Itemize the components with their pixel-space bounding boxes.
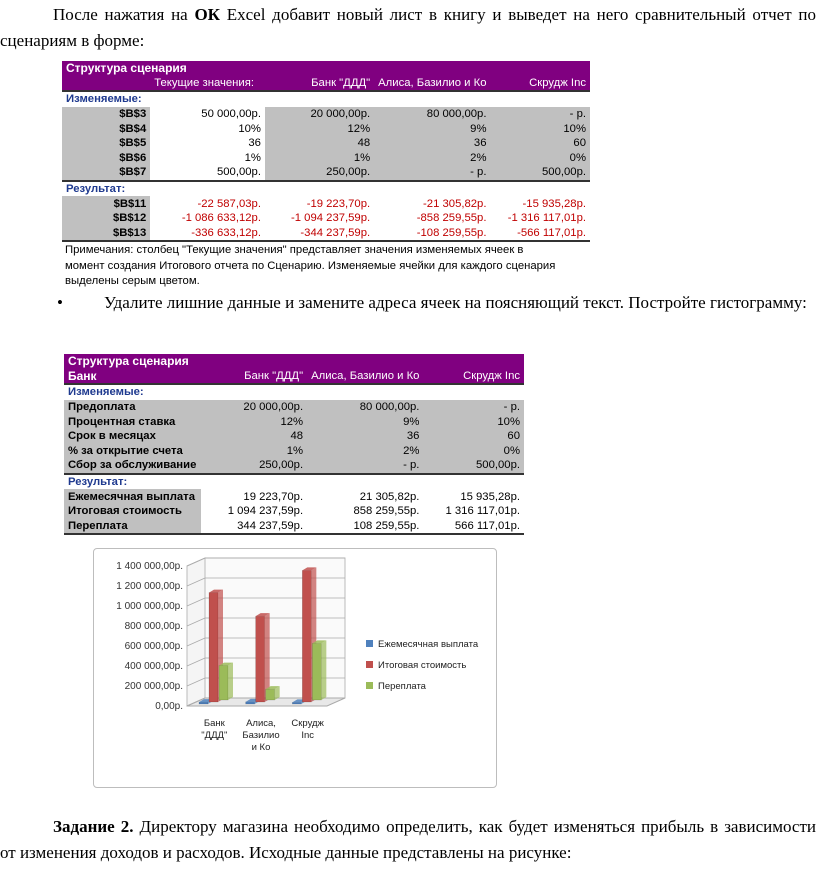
intro-text-after: Excel добавит новый лист в книгу и выведет на него сравнительный отчет по сценариям в форме: [0,5,816,50]
section-label: Результат: [62,181,590,197]
cell-value: 10% [423,414,524,429]
x-tick-label: Базилио [242,730,280,741]
row-label: Ежемесячная выплата [64,489,201,504]
cell-value: 50 000,00р. [150,107,265,122]
cell-value: 9% [374,121,490,136]
table-row [64,429,524,444]
cell-value: - р. [374,165,490,181]
cell-value: 10% [150,121,265,136]
row-label: Сбор за обслуживание [64,458,201,474]
bar [209,593,218,702]
section-row-result [64,474,524,490]
cell-value: 60 [423,429,524,444]
cell-value: 1 094 237,59р. [201,504,307,519]
x-tick-label: и Ко [251,742,271,753]
table-note: Примечания: столбец "Текущие значения" представляет значения изменяемых ячеек в момент создания Итогового отчета по Сценарию. Изменяемые ячейки для каждого сценария выделены серым цветом. [65,244,556,287]
bar [256,616,265,702]
row-label: Итоговая стоимость [64,504,201,519]
bar [199,702,208,704]
cell-value: 48 [265,136,374,151]
legend-swatch [366,640,373,647]
row-label: $B$6 [62,151,150,166]
legend-label: Переплата [378,681,426,692]
table-row [62,136,590,151]
x-tick-label: "ДДД" [201,730,228,741]
row-label: $B$11 [62,196,150,211]
row-label: % за открытие счета [64,444,201,459]
cell-value: -21 305,82р. [374,196,490,211]
legend-label: Итоговая стоимость [378,660,467,671]
chart-side-wall [187,558,205,706]
row-label: Предоплата [64,400,201,415]
x-tick-label: Банк [203,718,225,729]
cell-value: 1% [265,151,374,166]
table-row [64,414,524,429]
cell-value: -108 259,55р. [374,226,490,242]
cell-value: 1% [150,151,265,166]
table-title: Структура сценария [62,61,590,76]
bar [302,570,311,702]
y-tick-label: 400 000,00р. [124,661,183,672]
header-cell: Алиса, Базилио и Ко [307,369,423,385]
header-cell: Текущие значения: [150,76,265,92]
task2-label: Задание 2. [53,817,134,836]
header-cell: Банк "ДДД" [201,369,307,385]
cell-value: 500,00р. [150,165,265,181]
table-row [62,107,590,122]
cell-value: - р. [423,400,524,415]
task2-paragraph [0,814,816,866]
x-tick-label: Inc [301,730,315,741]
row-label: Срок в месяцах [64,429,201,444]
table-title-row [62,61,590,76]
bar [266,689,275,700]
table-row [64,519,524,535]
cell-value: 2% [307,444,423,459]
task2-text: Директору магазина необходимо определить, как будет изменяться прибыль в зависимости от изменения доходов и расходов. Исходные данные представлены на рисунке: [0,817,816,862]
cell-value: 10% [490,121,590,136]
cell-value: 48 [201,429,307,444]
scenario-report-table [62,61,590,242]
bar [219,666,228,700]
table-row [62,151,590,166]
table-row [64,400,524,415]
section-filler [201,474,524,490]
cell-value: 0% [490,151,590,166]
y-tick-label: 1 000 000,00р. [116,601,183,612]
table-title: Структура сценария [64,354,524,369]
legend-label: Ежемесячная выплата [378,639,479,650]
row-label: $B$7 [62,165,150,181]
header-cell: Алиса, Базилио и Ко [374,76,490,92]
y-tick-label: 200 000,00р. [124,681,183,692]
cell-value: 858 259,55р. [307,504,423,519]
cell-value: 21 305,82р. [307,489,423,504]
chart-svg [94,549,496,787]
row-label: $B$3 [62,107,150,122]
cell-value: 2% [374,151,490,166]
section-label: Результат: [64,474,201,490]
cell-value: 12% [265,121,374,136]
table-row [62,165,590,181]
cell-value: 250,00р. [201,458,307,474]
section-row-result [62,181,590,197]
table-title-row [64,354,524,369]
cell-value: 108 259,55р. [307,519,423,535]
cell-value: 500,00р. [423,458,524,474]
table-row [62,211,590,226]
section-filler [201,384,524,400]
header-cell-bank: Банк [64,369,201,385]
cell-value: 36 [150,136,265,151]
bar-chart [93,548,497,788]
header-cell: Скрудж Inc [423,369,524,385]
cell-value: 1 316 117,01р. [423,504,524,519]
cell-value: 20 000,00р. [201,400,307,415]
cell-value: -566 117,01р. [490,226,590,242]
y-tick-label: 1 200 000,00р. [116,581,183,592]
cell-value: 80 000,00р. [307,400,423,415]
cell-value: 566 117,01р. [423,519,524,535]
cell-value: -15 935,28р. [490,196,590,211]
cell-value: -336 633,12р. [150,226,265,242]
table-row [62,121,590,136]
bullet-mark: • [57,293,63,312]
cell-value: 60 [490,136,590,151]
header-cell: Банк "ДДД" [265,76,374,92]
row-label: $B$12 [62,211,150,226]
intro-ok: ОК [194,5,221,24]
cell-value: -1 316 117,01р. [490,211,590,226]
cell-value: 15 935,28р. [423,489,524,504]
legend-swatch [366,661,373,668]
row-label: Переплата [64,519,201,535]
header-cell-empty [62,76,150,92]
row-label: $B$4 [62,121,150,136]
table-row [64,504,524,519]
cell-value: 19 223,70р. [201,489,307,504]
y-tick-label: 0,00р. [155,701,183,712]
cell-value: -1 094 237,59р. [265,211,374,226]
cell-value: 36 [374,136,490,151]
cell-value: 344 237,59р. [201,519,307,535]
bullet-paragraph [0,290,816,316]
cell-value: 12% [201,414,307,429]
bar-side [321,640,326,700]
cell-value: 9% [307,414,423,429]
cell-value: -1 086 633,12р. [150,211,265,226]
bar [246,702,255,704]
cell-value: 80 000,00р. [374,107,490,122]
section-label: Изменяемые: [64,384,201,400]
cell-value: -344 237,59р. [265,226,374,242]
y-tick-label: 1 400 000,00р. [116,561,183,572]
table-row [64,458,524,474]
x-tick-label: Алиса, [246,718,276,729]
legend-swatch [366,682,373,689]
table-header-row [64,369,524,385]
section-label: Изменяемые: [62,91,590,107]
cell-value: 500,00р. [490,165,590,181]
cell-value: 250,00р. [265,165,374,181]
header-cell: Скрудж Inc [490,76,590,92]
bar [312,643,321,700]
y-tick-label: 600 000,00р. [124,641,183,652]
cell-value: 20 000,00р. [265,107,374,122]
scenario-summary-table [64,354,524,535]
x-tick-label: Скрудж [291,718,324,729]
intro-text-before: После нажатия на [53,5,195,24]
bar-side [228,663,233,700]
table-row [64,444,524,459]
cell-value: - р. [307,458,423,474]
row-label: $B$13 [62,226,150,242]
y-tick-label: 800 000,00р. [124,621,183,632]
cell-value: 36 [307,429,423,444]
table-row [62,196,590,211]
table-row [64,489,524,504]
cell-value: 1% [201,444,307,459]
row-label: Процентная ставка [64,414,201,429]
cell-value: -22 587,03р. [150,196,265,211]
cell-value: 0% [423,444,524,459]
cell-value: - р. [490,107,590,122]
section-row-changing [62,91,590,107]
row-label: $B$5 [62,136,150,151]
intro-paragraph [0,2,816,54]
cell-value: -19 223,70р. [265,196,374,211]
bar [292,702,301,704]
cell-value: -858 259,55р. [374,211,490,226]
section-row-changing [64,384,524,400]
bullet-text: Удалите лишние данные и замените адреса ячеек на поясняющий текст. Постройте гистограмму: [104,293,807,312]
table-row [62,226,590,242]
table-header-row [62,76,590,92]
